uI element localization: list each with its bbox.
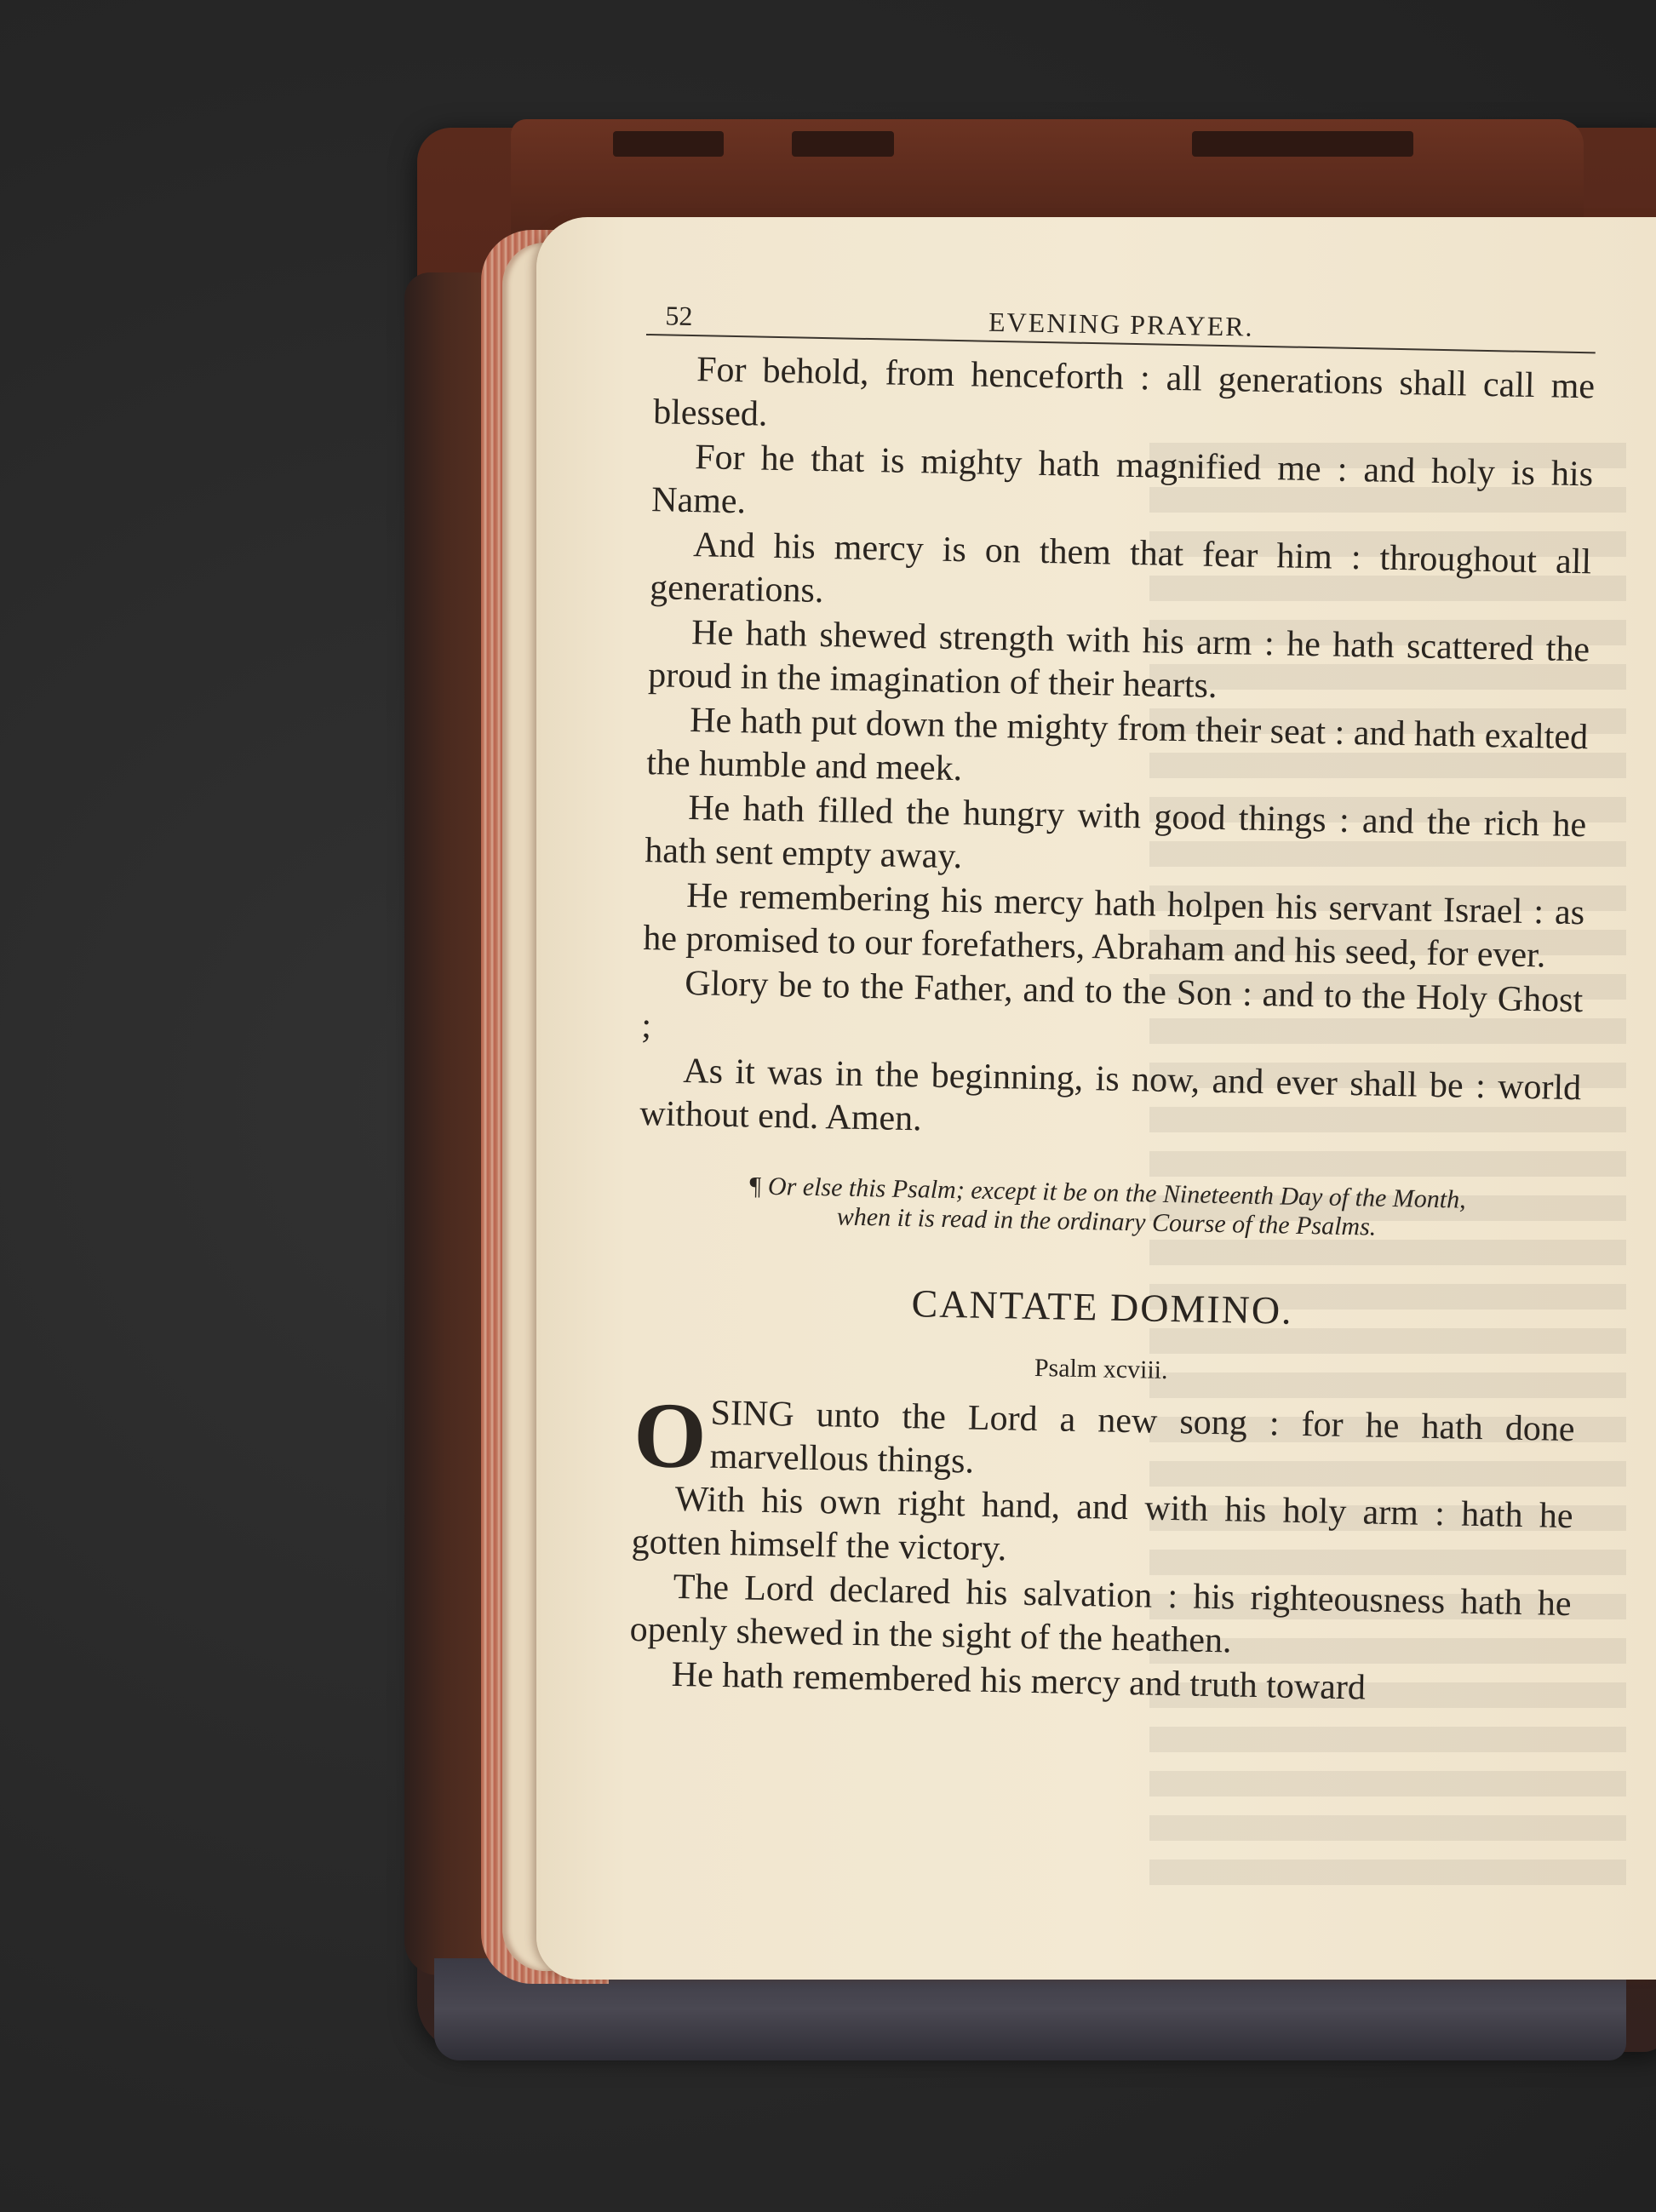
- psalm-title: CANTATE DOMINO.: [911, 1281, 1294, 1332]
- canticle-verse: He hath filled the hungry with good things : and the rich he hath sent empty away.: [644, 788, 1587, 877]
- gloria-verse: Glory be to the Father, and to the Son : and to the Holy Ghost ;: [640, 964, 1584, 1046]
- canticle-verse: He remembering his mercy hath holpen his servant Israel : as he promised to our forefathers, Abraham and his seed, for ever.: [642, 876, 1585, 976]
- canticle-verse: He hath shewed strength with his arm : he hath scattered the proud in the imagination of their hearts.: [647, 613, 1590, 706]
- cover-wear-mark: [1192, 131, 1413, 157]
- gloria-verse: As it was in the beginning, is now, and ever shall be : world without end. Amen.: [639, 1051, 1582, 1139]
- running-title: EVENING PRAYER.: [988, 306, 1254, 342]
- rubric: [629, 1170, 1579, 1246]
- psalm-number: Psalm xcviii.: [1034, 1353, 1168, 1384]
- canticle-verse: And his mercy is on them that fear him : throughout all generations.: [649, 525, 1592, 611]
- psalm-verse: With his own right hand, and with his holy arm : hath he gotten himself the victory.: [631, 1479, 1573, 1569]
- cover-wear-mark: [613, 131, 724, 157]
- cover-wear-mark: [792, 131, 894, 157]
- canticle-verse: He hath put down the mighty from their seat : and hath exalted the humble and meek.: [645, 701, 1589, 789]
- rubric-line: when it is read in the ordinary Course of the Psalms.: [836, 1202, 1377, 1241]
- page-content: [620, 289, 1596, 1715]
- opening-text: SING unto the Lord a new song : for he hath done marvellous things.: [709, 1393, 1575, 1481]
- canticle-verse: For he that is mighty hath magnified me : and holy is his Name.: [650, 438, 1594, 522]
- psalm-verse: He hath remembered his mercy and truth toward: [671, 1654, 1367, 1708]
- canticle-verse: For behold, from henceforth : all generations shall call me blessed.: [652, 350, 1596, 434]
- psalm-opening-verse: [633, 1382, 1575, 1495]
- page-number: 52: [665, 300, 693, 332]
- drop-cap: O: [633, 1382, 708, 1488]
- psalm-verse: The Lord declared his salvation : his righteousness hath he openly shewed in the sight of the heathen.: [629, 1567, 1572, 1661]
- rubric-line: ¶ Or else this Psalm; except it be on the Nineteenth Day of the Month,: [748, 1172, 1466, 1214]
